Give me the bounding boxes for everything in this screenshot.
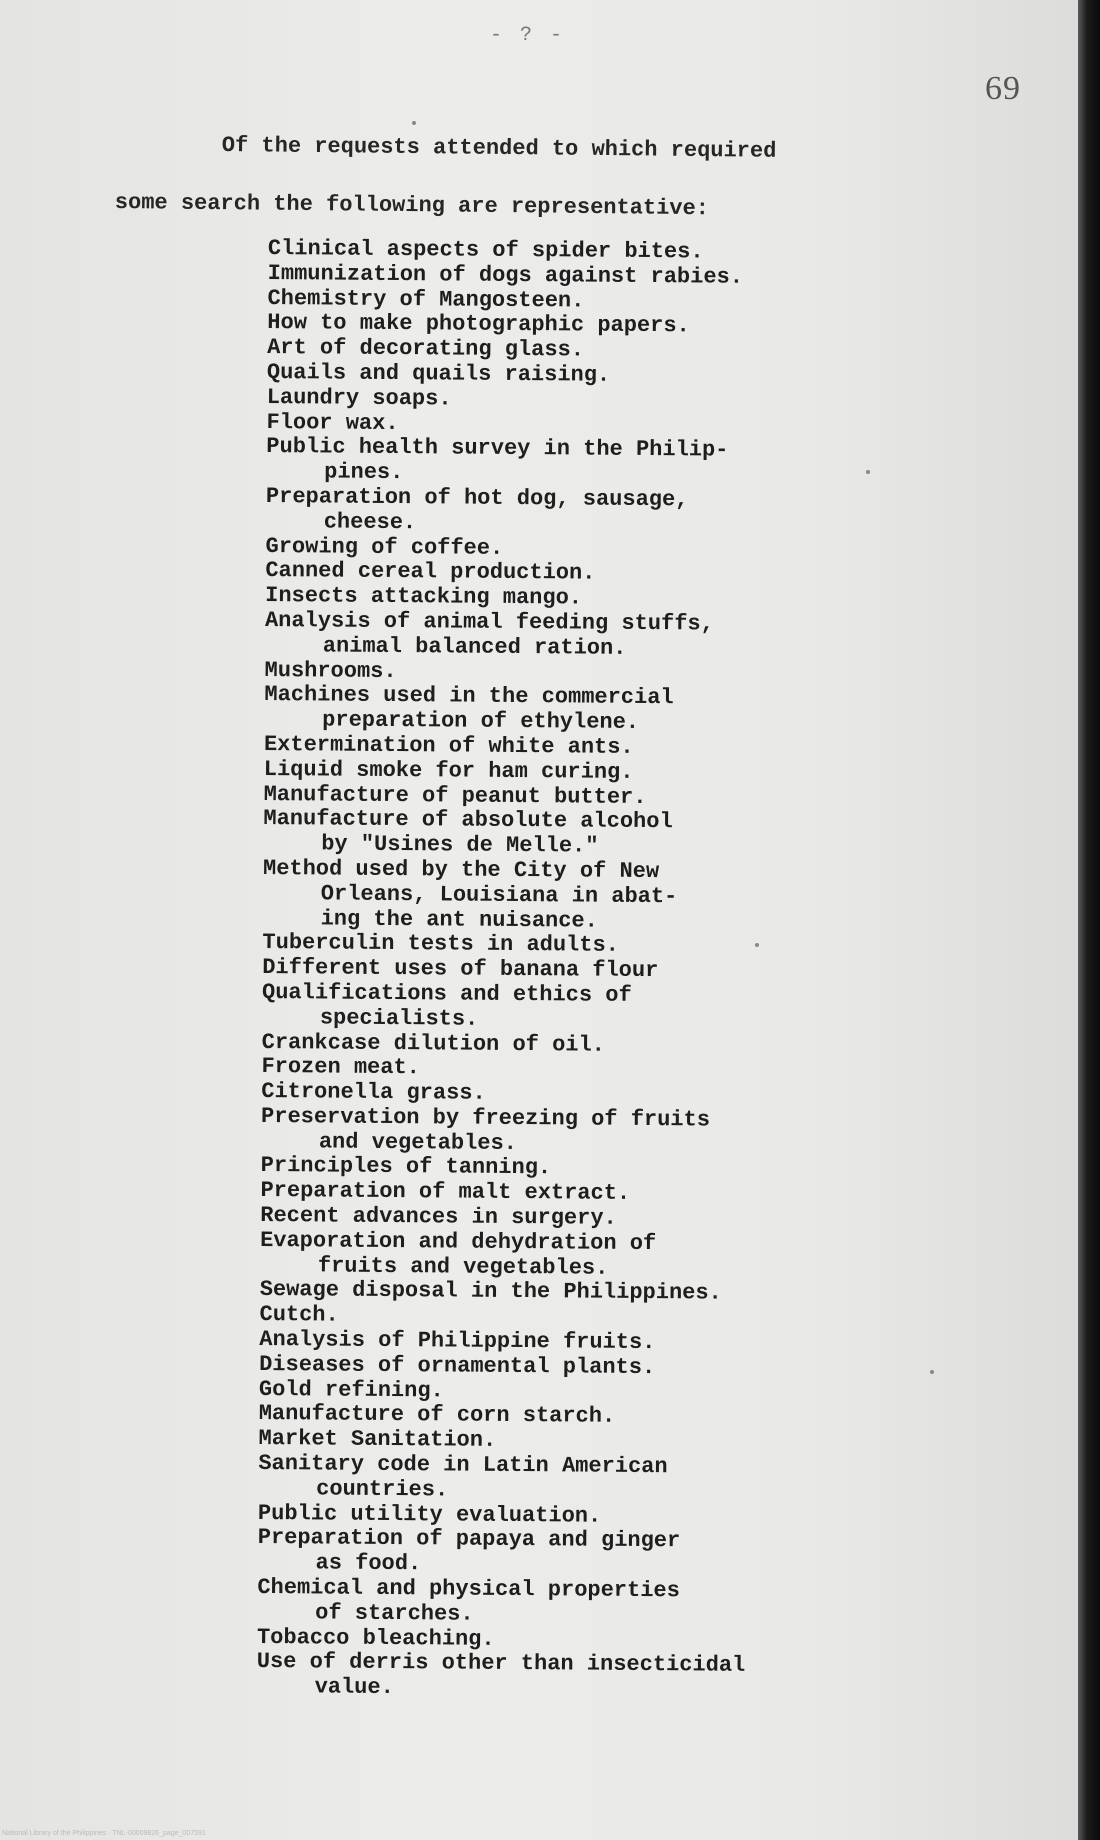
topic-item: Use of derris other than insecticidal value. (256, 1649, 746, 1701)
topic-item: Insects attacking mango. (265, 583, 583, 611)
topic-item: Preparation of papaya and ginger as food. (257, 1525, 681, 1577)
topic-item: Quails and quails raising. (266, 359, 611, 388)
topic-item: Public utility evaluation. (257, 1500, 602, 1529)
topic-item: Liquid smoke for ham curing. (263, 756, 634, 785)
intro-line-1: Of the requests attended to which required (221, 133, 777, 164)
topic-item: Evaporation and dehydration of fruits and vegetables. (260, 1227, 657, 1281)
topic-item: Growing of coffee. (265, 533, 504, 561)
topic-item: Chemical and physical properties of starches. (257, 1574, 680, 1627)
top-mark: - ? - (490, 24, 566, 47)
topic-item: Different uses of banana flour (262, 955, 659, 984)
topic-item: Chemistry of Mangosteen. (267, 285, 585, 314)
topic-item: Sanitary code in Latin American countries. (258, 1451, 668, 1503)
speck-mark (930, 1370, 934, 1374)
topic-item: Market Sanitation. (258, 1426, 497, 1454)
speck-mark (412, 121, 416, 125)
topic-item: Preparation of malt extract. (260, 1178, 631, 1207)
topic-item: Canned cereal production. (265, 558, 596, 586)
topic-item: Mushrooms. (264, 657, 397, 684)
topic-item: Analysis of Philippine fruits. (259, 1327, 656, 1356)
topic-item: Analysis of animal feeding stuffs, animal balanced ration. (264, 607, 714, 661)
topic-item: Machines used in the commercial preparation of ethylene. (264, 682, 674, 736)
topic-item: How to make photographic papers. (267, 310, 690, 339)
topic-item: Laundry soaps. (266, 384, 452, 412)
topic-item: Tobacco bleaching. (256, 1624, 495, 1652)
topic-item: Clinical aspects of spider bites. (267, 236, 704, 265)
topic-item: Manufacture of corn starch. (258, 1401, 616, 1430)
topic-item: Manufacture of peanut butter. (263, 781, 647, 810)
topic-item: Art of decorating glass. (267, 335, 585, 363)
page-edge-shadow (1078, 0, 1100, 1840)
topic-item: Cutch. (259, 1302, 339, 1328)
topic-item: Qualifications and ethics of specialists. (261, 979, 632, 1032)
speck-mark (755, 943, 759, 947)
request-topic-list (257, 237, 868, 1705)
topic-item: Recent advances in surgery. (260, 1203, 617, 1231)
page-number: 69 (985, 70, 1021, 107)
topic-item: Frozen meat. (261, 1054, 421, 1081)
topic-item: Public health survey in the Philip- pines. (266, 434, 729, 486)
topic-item: Gold refining. (258, 1376, 444, 1404)
topic-item: Tuberculin tests in adults. (262, 930, 620, 959)
topic-item: Sewage disposal in the Philippines. (259, 1277, 722, 1307)
speck-mark (866, 470, 870, 474)
topic-item: Preservation by freezing of fruits and vegetables. (260, 1103, 711, 1156)
topic-item: Crankcase dilution of oil. (261, 1029, 606, 1058)
topic-item: Citronella grass. (261, 1079, 486, 1106)
topic-item: Extermination of white ants. (263, 731, 634, 760)
topic-item: Diseases of ornamental plants. (259, 1351, 656, 1380)
scan-source-footer: National Library of the Philippines · TNL-00009826_page_007591 (2, 1830, 206, 1837)
topic-item: Manufacture of absolute alcohol by "Usines de Melle." (263, 806, 673, 859)
intro-line-2: some search the following are representative: (114, 190, 710, 222)
topic-item: Immunization of dogs against rabies. (267, 260, 744, 290)
topic-item: Floor wax. (266, 409, 399, 436)
topic-item: Method used by the City of New Orleans, Louisiana in abat- ing the ant nuisance. (262, 855, 678, 934)
topic-item: Preparation of hot dog, sausage, cheese. (265, 483, 689, 535)
topic-item: Principles of tanning. (260, 1153, 552, 1181)
